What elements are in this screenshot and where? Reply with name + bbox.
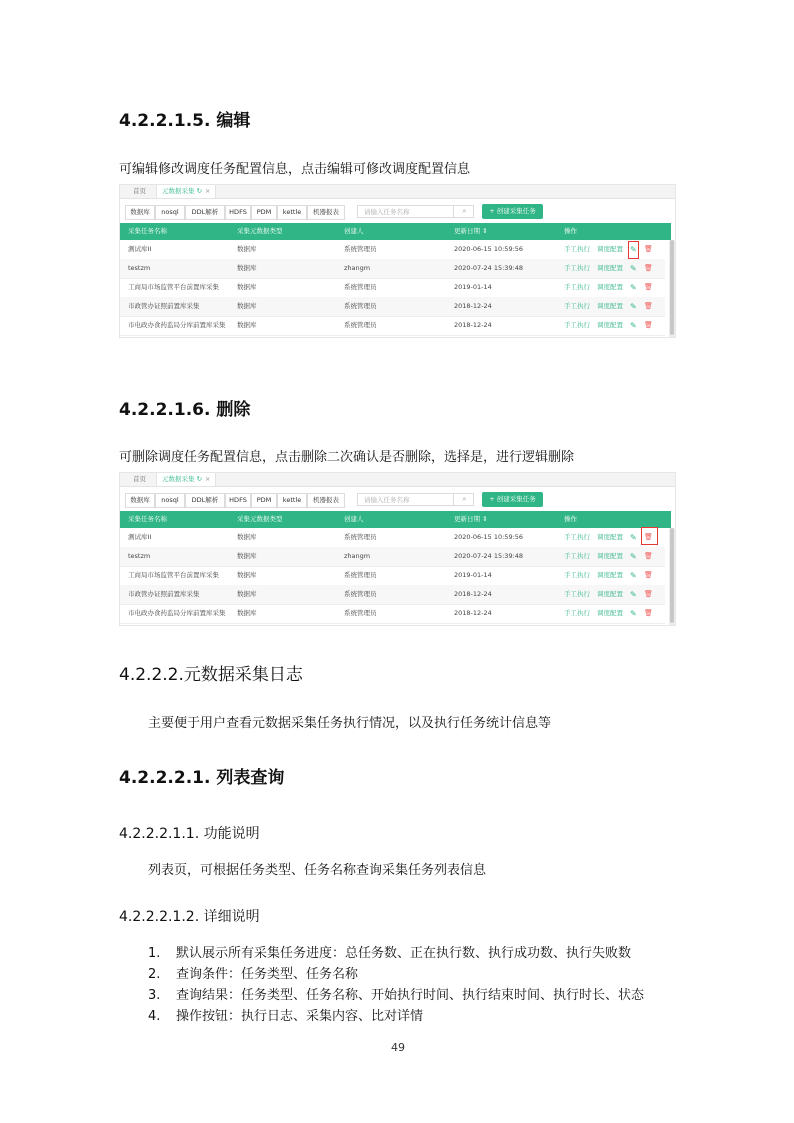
table-row — [120, 604, 665, 624]
pencil-icon[interactable]: ✎ — [630, 321, 637, 330]
delete-highlight-box — [641, 527, 658, 545]
trash-icon[interactable]: 🗑 — [644, 302, 653, 310]
tab-active-label: 元数据采集 — [162, 187, 195, 195]
row-name: 市电政办食药监局分库前置库采集 — [128, 321, 226, 329]
scrollbar[interactable] — [669, 528, 675, 625]
schedule-config-link[interactable]: 调度配置 — [597, 590, 623, 598]
schedule-config-link[interactable]: 调度配置 — [597, 533, 623, 541]
row-creator: 系统管理员 — [344, 302, 377, 310]
search-input[interactable]: 请输入任务名称 — [357, 205, 474, 218]
schedule-config-link[interactable]: 调度配置 — [597, 321, 623, 329]
row-type: 数据库 — [237, 590, 257, 598]
pencil-icon[interactable]: ✎ — [630, 283, 637, 292]
search-icon[interactable]: ⌕ — [453, 493, 475, 506]
filter-report[interactable]: 机器报表 — [307, 493, 345, 508]
row-type: 数据库 — [237, 533, 257, 541]
row-type: 数据库 — [237, 571, 257, 579]
manual-run-link[interactable]: 手工执行 — [564, 571, 590, 579]
table-row — [120, 297, 665, 317]
row-type: 数据库 — [237, 609, 257, 617]
function-heading: 4.2.2.2.1.1. 功能说明 — [119, 826, 260, 842]
tab-bar — [120, 473, 675, 487]
list-text: 查询结果：任务类型、任务名称、开始执行时间、执行结束时间、执行时长、状态 — [176, 988, 645, 1003]
row-name: 测试库II — [128, 533, 152, 541]
manual-run-link[interactable]: 手工执行 — [564, 552, 590, 560]
search-input[interactable]: 请输入任务名称 — [357, 493, 474, 506]
page-number: 49 — [391, 1041, 405, 1054]
edit-heading: 4.2.2.1.5. 编辑 — [119, 111, 251, 131]
row-name: 市政管办证照前置库采集 — [128, 302, 200, 310]
log-heading: 4.2.2.2.元数据采集日志 — [119, 665, 303, 685]
trash-icon[interactable]: 🗑 — [644, 321, 653, 329]
col-type: 采集元数据类型 — [237, 515, 283, 523]
row-date: 2019-01-14 — [454, 571, 492, 579]
filter-pdm[interactable]: PDM — [251, 493, 277, 508]
pencil-icon[interactable]: ✎ — [630, 264, 637, 273]
row-type: 数据库 — [237, 321, 257, 329]
delete-screenshot — [119, 472, 676, 626]
row-creator: 系统管理员 — [344, 590, 377, 598]
table-row — [120, 547, 665, 567]
row-creator: 系统管理员 — [344, 245, 377, 253]
table-row — [120, 278, 665, 298]
row-creator: 系统管理员 — [344, 609, 377, 617]
row-creator: 系统管理员 — [344, 283, 377, 291]
row-creator: 系统管理员 — [344, 321, 377, 329]
col-actions: 操作 — [564, 227, 577, 235]
filter-hdfs[interactable]: HDFS — [225, 493, 251, 508]
pencil-icon[interactable]: ✎ — [630, 552, 637, 561]
table-row — [120, 240, 665, 260]
pencil-icon[interactable]: ✎ — [630, 571, 637, 580]
create-task-button[interactable]: + 创建采集任务 — [482, 492, 543, 507]
list-number: 1. — [148, 946, 161, 961]
filter-ddl[interactable]: DDL解析 — [185, 205, 225, 220]
manual-run-link[interactable]: 手工执行 — [564, 533, 590, 541]
row-date: 2018-12-24 — [454, 321, 492, 329]
pencil-icon[interactable]: ✎ — [630, 609, 637, 618]
manual-run-link[interactable]: 手工执行 — [564, 302, 590, 310]
row-name: 工商局市场监管平台前置库采集 — [128, 571, 219, 579]
manual-run-link[interactable]: 手工执行 — [564, 264, 590, 272]
close-icon[interactable]: × — [205, 187, 211, 195]
list-number: 2. — [148, 967, 161, 982]
tab-active-label: 元数据采集 — [162, 475, 195, 483]
list-query-heading: 4.2.2.2.1. 列表查询 — [119, 768, 285, 788]
row-creator: 系统管理员 — [344, 571, 377, 579]
delete-heading: 4.2.2.1.6. 删除 — [119, 400, 251, 420]
table-header — [120, 223, 671, 240]
col-actions: 操作 — [564, 515, 577, 523]
search-icon[interactable]: ⌕ — [453, 205, 475, 218]
row-date: 2020-06-15 10:59:56 — [454, 533, 524, 541]
row-date: 2018-12-24 — [454, 590, 492, 598]
row-date: 2020-07-24 15:39:48 — [454, 552, 524, 560]
trash-icon[interactable]: 🗑 — [644, 609, 653, 617]
row-creator: zhangm — [344, 552, 371, 560]
list-number: 4. — [148, 1009, 161, 1024]
trash-icon[interactable]: 🗑 — [644, 283, 653, 291]
tab-home[interactable]: 首页 — [133, 475, 146, 483]
detail-heading: 4.2.2.2.1.2. 详细说明 — [119, 909, 260, 925]
row-date: 2019-01-14 — [454, 283, 492, 291]
trash-icon[interactable]: 🗑 — [644, 571, 653, 579]
table-row — [120, 316, 665, 336]
col-date[interactable]: 更新日期 ⇕ — [454, 515, 488, 523]
list-text: 默认展示所有采集任务进度：总任务数、正在执行数、执行成功数、执行失败数 — [176, 946, 632, 961]
refresh-icon[interactable]: ↻ — [196, 187, 203, 195]
table-row — [120, 259, 665, 279]
edit-description: 可编辑修改调度任务配置信息，点击编辑可修改调度配置信息 — [119, 162, 471, 177]
row-type: 数据库 — [237, 283, 257, 291]
scrollbar-thumb[interactable] — [670, 528, 674, 623]
list-item — [148, 942, 631, 961]
list-item — [148, 963, 358, 982]
delete-description: 可删除调度任务配置信息，点击删除二次确认是否删除，选择是，进行逻辑删除 — [119, 450, 575, 465]
trash-icon[interactable]: 🗑 — [644, 552, 653, 560]
list-number: 3. — [148, 988, 161, 1003]
manual-run-link[interactable]: 手工执行 — [564, 245, 590, 253]
manual-run-link[interactable]: 手工执行 — [564, 609, 590, 617]
manual-run-link[interactable]: 手工执行 — [564, 590, 590, 598]
row-date: 2018-12-24 — [454, 302, 492, 310]
list-text: 操作按钮：执行日志、采集内容、比对详情 — [176, 1009, 424, 1024]
trash-icon[interactable]: 🗑 — [644, 533, 653, 541]
trash-icon[interactable]: 🗑 — [644, 245, 653, 253]
col-type: 采集元数据类型 — [237, 227, 283, 235]
row-name: 测试库II — [128, 245, 152, 253]
pencil-icon[interactable]: ✎ — [630, 302, 637, 311]
manual-run-link[interactable]: 手工执行 — [564, 321, 590, 329]
schedule-config-link[interactable]: 调度配置 — [597, 571, 623, 579]
trash-icon[interactable]: 🗑 — [644, 264, 653, 272]
filter-hdfs[interactable]: HDFS — [225, 205, 251, 220]
row-name: 市电政办食药监局分库前置库采集 — [128, 609, 226, 617]
refresh-icon[interactable]: ↻ — [196, 475, 203, 483]
tab-home[interactable]: 首页 — [133, 187, 146, 195]
tab-metadata-collect[interactable] — [156, 185, 216, 198]
row-date: 2018-12-24 — [454, 609, 492, 617]
edit-screenshot — [119, 184, 676, 338]
tab-metadata-collect[interactable] — [156, 473, 216, 486]
row-type: 数据库 — [237, 552, 257, 560]
filter-report[interactable]: 机器报表 — [307, 205, 345, 220]
filter-kettle[interactable]: kettle — [277, 493, 307, 508]
schedule-config-link[interactable]: 调度配置 — [597, 609, 623, 617]
trash-icon[interactable]: 🗑 — [644, 590, 653, 598]
schedule-config-link[interactable]: 调度配置 — [597, 245, 623, 253]
edit-highlight-box — [628, 241, 639, 259]
col-task-name: 采集任务名称 — [128, 227, 167, 235]
row-name: 市政管办证照前置库采集 — [128, 590, 200, 598]
scrollbar[interactable] — [669, 240, 675, 337]
row-type: 数据库 — [237, 264, 257, 272]
schedule-config-link[interactable]: 调度配置 — [597, 302, 623, 310]
log-description: 主要便于用户查看元数据采集任务执行情况，以及执行任务统计信息等 — [148, 716, 552, 731]
function-description: 列表页，可根据任务类型、任务名称查询采集任务列表信息 — [148, 863, 487, 878]
row-date: 2020-07-24 15:39:48 — [454, 264, 524, 272]
row-type: 数据库 — [237, 302, 257, 310]
filter-database[interactable]: 数据库 — [125, 205, 155, 220]
row-date: 2020-06-15 10:59:56 — [454, 245, 524, 253]
filter-ddl[interactable]: DDL解析 — [185, 493, 225, 508]
table-row — [120, 528, 665, 548]
col-creator: 创建人 — [344, 515, 364, 523]
col-date[interactable]: 更新日期 ⇕ — [454, 227, 488, 235]
row-name: testzm — [128, 552, 151, 560]
schedule-config-link[interactable]: 调度配置 — [597, 264, 623, 272]
row-creator: zhangm — [344, 264, 371, 272]
filter-database[interactable]: 数据库 — [125, 493, 155, 508]
pencil-icon[interactable]: ✎ — [630, 533, 637, 542]
schedule-config-link[interactable]: 调度配置 — [597, 283, 623, 291]
pencil-icon[interactable]: ✎ — [630, 590, 637, 599]
table-row — [120, 585, 665, 605]
filter-pdm[interactable]: PDM — [251, 205, 277, 220]
filter-nosql[interactable]: nosql — [155, 205, 185, 220]
list-text: 查询条件：任务类型、任务名称 — [176, 967, 359, 982]
col-task-name: 采集任务名称 — [128, 515, 167, 523]
col-creator: 创建人 — [344, 227, 364, 235]
list-item — [148, 1005, 423, 1024]
pencil-icon[interactable]: ✎ — [630, 245, 637, 254]
list-item — [148, 984, 644, 1003]
row-name: testzm — [128, 264, 151, 272]
filter-kettle[interactable]: kettle — [277, 205, 307, 220]
filter-nosql[interactable]: nosql — [155, 493, 185, 508]
tab-bar — [120, 185, 675, 199]
schedule-config-link[interactable]: 调度配置 — [597, 552, 623, 560]
row-creator: 系统管理员 — [344, 533, 377, 541]
row-name: 工商局市场监管平台前置库采集 — [128, 283, 219, 291]
row-type: 数据库 — [237, 245, 257, 253]
manual-run-link[interactable]: 手工执行 — [564, 283, 590, 291]
table-header — [120, 511, 671, 528]
close-icon[interactable]: × — [205, 475, 211, 483]
scrollbar-thumb[interactable] — [670, 240, 674, 335]
table-row — [120, 566, 665, 586]
create-task-button[interactable]: + 创建采集任务 — [482, 204, 543, 219]
